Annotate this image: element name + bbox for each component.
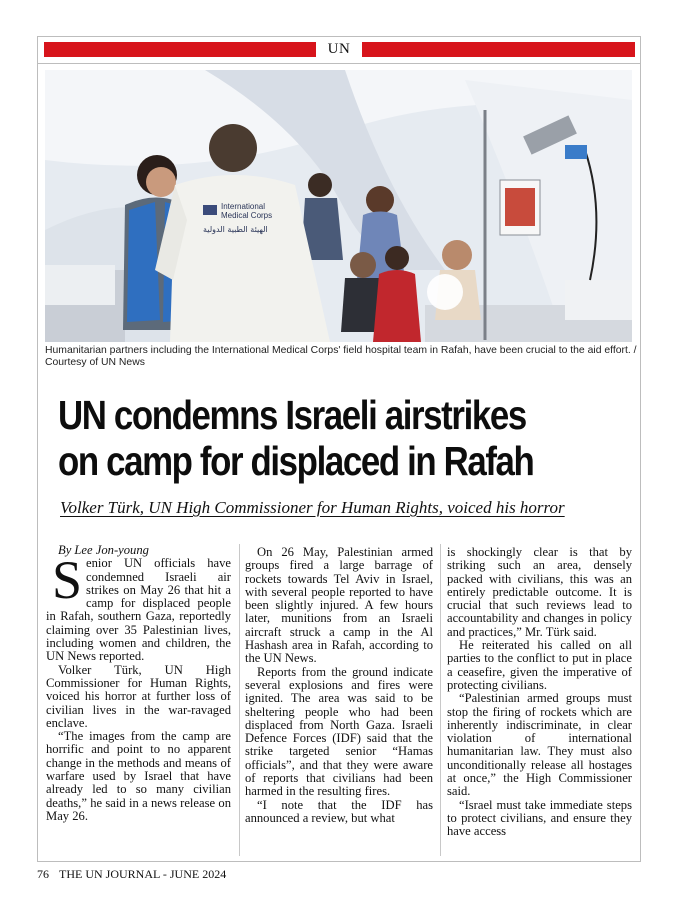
article-dek: Volker Türk, UN High Commissioner for Human Rights, voiced his horror: [60, 498, 565, 517]
publication-name: THE UN JOURNAL - JUNE 2024: [59, 867, 227, 881]
article-photo: [45, 70, 632, 342]
column-divider: [239, 544, 240, 856]
section-divider: [37, 63, 641, 64]
page-number: 76: [37, 867, 49, 881]
article-column-3: [447, 546, 632, 839]
paragraph: “I note that the IDF has announced a review, but what: [245, 797, 433, 825]
article-column-2: [245, 546, 433, 825]
section-bar-right: [362, 42, 635, 57]
paragraph: Senior UN officials have condemned Israeli air strikes on May 26 that hit a camp for displaced people in Rafah, southern Gaza, reportedly claiming over 35 Palestinian lives, including women and children, the UN News reported.: [46, 550, 231, 664]
column-divider: [440, 544, 441, 856]
page-footer: [37, 867, 236, 881]
section-bar-left: [44, 42, 316, 57]
paragraph: “Israel must take immediate steps to protect civilians, and ensure they have access: [447, 797, 632, 839]
paragraph: Reports from the ground indicate several explosions and fires were ignited. The area was said to be sheltering people who had been displaced from North Gaza. Israeli Defence Forces (IDF) said that the strike targeted senior “Hamas officials”, and that they were aware of reports that civilians had been harmed in the resulting fires.: [245, 664, 433, 799]
paragraph: Volker Türk, UN High Commissioner for Human Rights, voiced his horror at further loss of civilian lives in the war-ravaged enclave.: [46, 662, 231, 730]
photo-caption: Humanitarian partners including the International Medical Corps' field hospital team in Rafah, have been crucial to the aid effort. / Courtesy of UN News: [45, 345, 637, 368]
article-headline: [58, 392, 548, 484]
paragraph: On 26 May, Palestinian armed groups fired a large barrage of rockets towards Tel Aviv in Israel, with several people reported to have been slightly injured. A few hours later, munitions from an Israeli aircraft struck a camp in the Al Hashash area in Rafah, according to the UN News.: [245, 545, 433, 666]
paragraph: is shockingly clear is that by striking such an area, densely packed with civilians, this was an entirely predictable outcome. It is crucial that such reviews lead to accountability and changes in policy and practices,” Mr. Türk said.: [447, 545, 632, 639]
vest-text-line1: International: [221, 202, 266, 211]
vest-text-line2: Medical Corps: [221, 211, 273, 220]
paragraph: “The images from the camp are horrific and point to no apparent change in the methods and means of warfare used by Israel that have already led to so many civilian deaths,” he said in a news release on May 26.: [46, 729, 231, 823]
headline-line-2: on camp for displaced in Rafah: [58, 438, 534, 484]
drop-cap: S: [52, 550, 83, 611]
section-header: [44, 41, 635, 58]
byline: By Lee Jon-young: [58, 543, 149, 557]
headline-line-1: UN condemns Israeli airstrikes: [58, 392, 526, 438]
paragraph: “Palestinian armed groups must stop the firing of rockets which are inherently indiscriminate, in clear violation of international humanitarian law. They must also unconditionally release all hostages at once,” the High Commissioner said.: [447, 691, 632, 799]
paragraph: He reiterated his called on all parties to the conflict to put in place a ceasefire, given the imperative of protecting civilians.: [447, 638, 632, 692]
section-label: UN: [327, 41, 351, 57]
vest-text-arabic: الهيئة الطبية الدولية: [203, 225, 268, 234]
article-column-1: [46, 544, 231, 823]
